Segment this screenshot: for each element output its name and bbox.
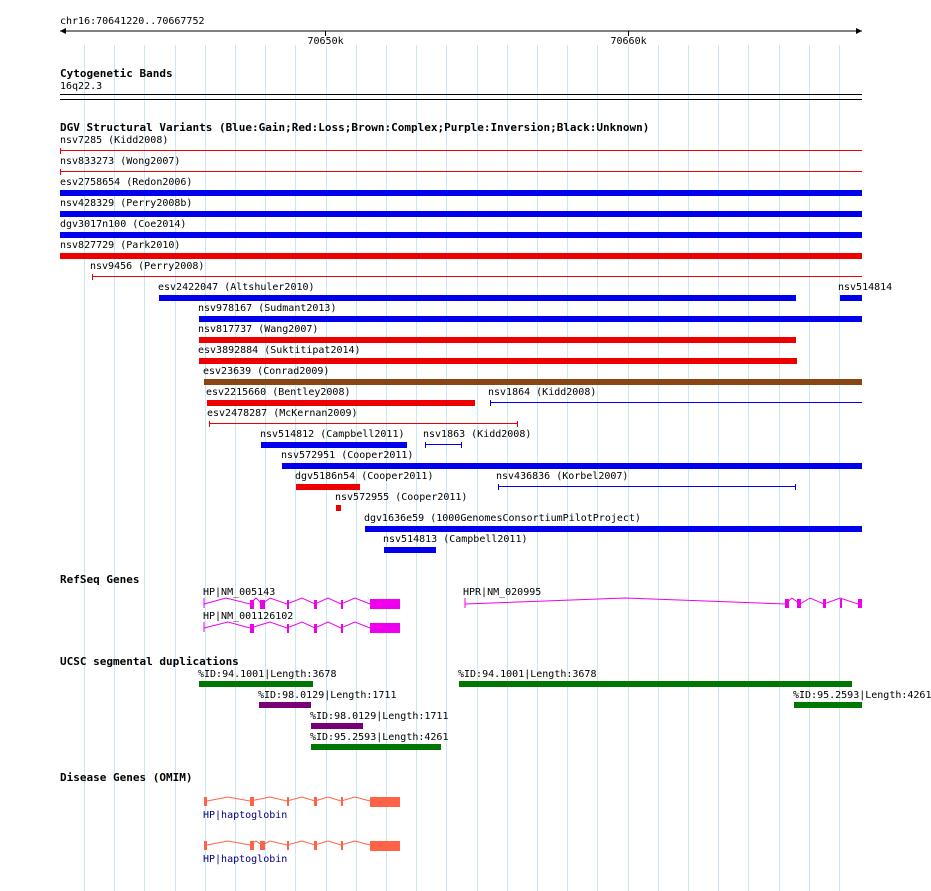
ruler-tick-label: 70660k [610,36,647,47]
segdup-label: %ID:98.0129|Length:1711 [258,690,397,701]
variant-label: esv2758654 (Redon2006) [60,177,193,188]
variant-label: esv2422047 (Altshuler2010) [158,282,315,293]
variant-label: nsv514812 (Campbell2011) [260,429,405,440]
omim-gene-label[interactable]: HP|haptoglobin [203,854,288,865]
segdup-label: %ID:95.2593|Length:4261 [310,732,449,743]
variant-label: nsv978167 (Sudmant2013) [198,303,337,314]
omim-gene-label[interactable]: HP|haptoglobin [203,810,288,821]
variant-label: nsv572955 (Cooper2011) [335,492,468,503]
variant-label: nsv436836 (Korbel2007) [496,471,629,482]
variant-label: nsv1864 (Kidd2008) [488,387,597,398]
variant-label: dgv3017n100 (Coe2014) [60,219,187,230]
gene-label-hp-nm001126102: HP|NM_001126102 [203,611,294,622]
segdup-label: %ID:94.1001|Length:3678 [198,669,337,680]
cytoband-track-title: Cytogenetic Bands [60,67,173,80]
segdup-label: %ID:98.0129|Length:1711 [310,711,449,722]
variant-label: esv3892884 (Suktitipat2014) [198,345,361,356]
variant-label: nsv428329 (Perry2008b) [60,198,193,209]
gene-label-hp-nm005143: HP|NM_005143 [203,587,276,598]
variant-label: esv2478287 (McKernan2009) [207,408,358,419]
variant-label: nsv1863 (Kidd2008) [423,429,532,440]
variant-label: nsv827729 (Park2010) [60,240,181,251]
gene-label-hpr-nm020995: HPR|NM_020995 [463,587,542,598]
variant-label: nsv9456 (Perry2008) [90,261,205,272]
cytoband-label: 16q22.3 [60,81,103,92]
ruler-tick-label: 70650k [307,36,344,47]
variant-label: nsv833273 (Wong2007) [60,156,181,167]
variant-label: nsv7285 (Kidd2008) [60,135,169,146]
omim-track-title: Disease Genes (OMIM) [60,771,193,784]
variant-label: nsv817737 (Wang2007) [198,324,319,335]
segdup-label: %ID:95.2593|Length:4261 [793,690,931,701]
variant-label: nsv514814 [838,282,893,293]
refseq-track-title: RefSeq Genes [60,573,140,586]
dgv-track-title: DGV Structural Variants (Blue:Gain;Red:Loss;Brown:Complex;Purple:Inversion;Black:Unknown) [60,121,650,134]
variant-label: nsv572951 (Cooper2011) [281,450,414,461]
variant-label: esv2215660 (Bentley2008) [206,387,351,398]
ruler-range-label: chr16:70641220..70667752 [60,16,205,27]
variant-label: esv23639 (Conrad2009) [203,366,330,377]
segdup-track-title: UCSC segmental duplications [60,655,239,668]
variant-label: dgv1636e59 (1000GenomesConsortiumPilotProject) [364,513,641,524]
variant-label: nsv514813 (Campbell2011) [383,534,528,545]
variant-label: dgv5186n54 (Cooper2011) [295,471,434,482]
segdup-label: %ID:94.1001|Length:3678 [458,669,597,680]
